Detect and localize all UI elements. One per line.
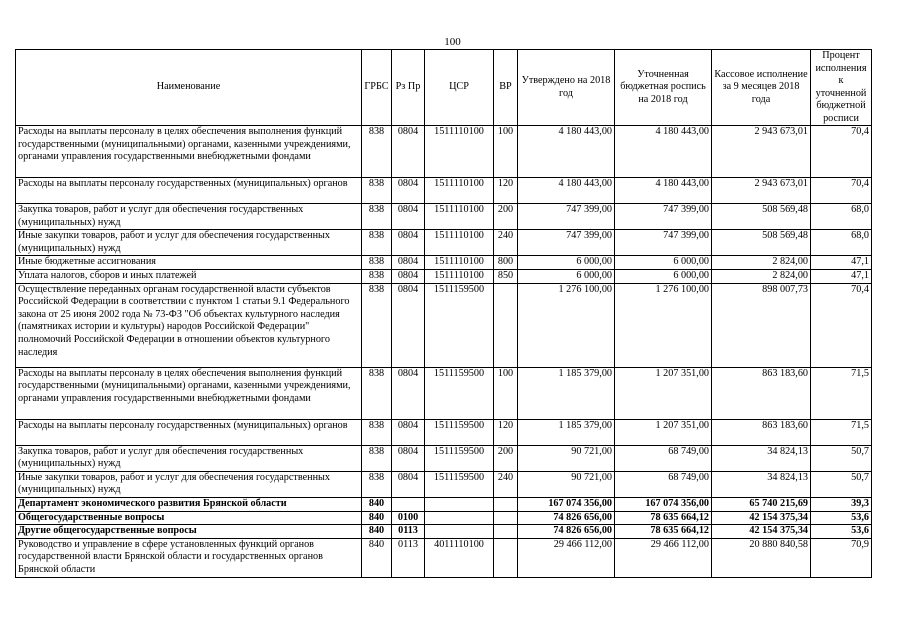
cell-grbs: 838 [362, 178, 392, 204]
cell-rzpr: 0113 [392, 538, 425, 577]
cell-vr: 120 [494, 419, 518, 445]
header-percent: Процент исполнения к уточненной бюджетной росписи [811, 50, 872, 126]
cell-cash: 863 183,60 [712, 367, 811, 419]
header-grbs: ГРБС [362, 50, 392, 126]
cell-percent: 70,4 [811, 178, 872, 204]
cell-vr: 800 [494, 256, 518, 270]
cell-approved: 4 180 443,00 [518, 126, 615, 178]
cell-name: Закупка товаров, работ и услуг для обеспечения государственных (муниципальных) нужд [16, 445, 362, 471]
table-row [16, 204, 872, 230]
cell-cash: 2 943 673,01 [712, 178, 811, 204]
cell-refined: 167 074 356,00 [615, 497, 712, 511]
cell-refined: 6 000,00 [615, 256, 712, 270]
table-row [16, 419, 872, 445]
table-row [16, 283, 872, 367]
cell-rzpr: 0804 [392, 269, 425, 283]
cell-rzpr: 0804 [392, 471, 425, 497]
cell-name: Закупка товаров, работ и услуг для обеспечения государственных (муниципальных) нужд [16, 204, 362, 230]
cell-name: Руководство и управление в сфере установленных функций органов государственной власти Брянской области и государственных органов Брянской области [16, 538, 362, 577]
cell-percent: 39,3 [811, 497, 872, 511]
cell-grbs: 840 [362, 497, 392, 511]
cell-approved: 1 185 379,00 [518, 367, 615, 419]
table-row [16, 538, 872, 577]
table-row [16, 471, 872, 497]
header-name: Наименование [16, 50, 362, 126]
cell-rzpr: 0804 [392, 126, 425, 178]
cell-approved: 6 000,00 [518, 256, 615, 270]
cell-vr [494, 511, 518, 525]
cell-csr: 1511110100 [425, 269, 494, 283]
cell-csr: 4011110100 [425, 538, 494, 577]
cell-refined: 4 180 443,00 [615, 126, 712, 178]
cell-refined: 1 207 351,00 [615, 367, 712, 419]
cell-grbs: 838 [362, 445, 392, 471]
cell-percent: 53,6 [811, 511, 872, 525]
cell-approved: 1 276 100,00 [518, 283, 615, 367]
cell-rzpr: 0804 [392, 256, 425, 270]
cell-vr [494, 525, 518, 539]
cell-rzpr: 0804 [392, 367, 425, 419]
cell-rzpr: 0804 [392, 419, 425, 445]
cell-grbs: 838 [362, 256, 392, 270]
cell-cash: 20 880 840,58 [712, 538, 811, 577]
cell-percent: 70,9 [811, 538, 872, 577]
cell-name: Иные закупки товаров, работ и услуг для обеспечения государственных (муниципальных) нужд [16, 230, 362, 256]
cell-percent: 70,4 [811, 126, 872, 178]
cell-approved: 74 826 656,00 [518, 511, 615, 525]
cell-csr [425, 497, 494, 511]
cell-cash: 2 824,00 [712, 269, 811, 283]
cell-rzpr: 0804 [392, 283, 425, 367]
cell-approved: 6 000,00 [518, 269, 615, 283]
table-row [16, 497, 872, 511]
table-row [16, 269, 872, 283]
cell-cash: 898 007,73 [712, 283, 811, 367]
cell-vr: 850 [494, 269, 518, 283]
header-cash: Кассовое исполнение за 9 месяцев 2018 года [712, 50, 811, 126]
page-number: 100 [444, 36, 461, 48]
header-vr: ВР [494, 50, 518, 126]
cell-cash: 42 154 375,34 [712, 511, 811, 525]
cell-csr: 1511159500 [425, 445, 494, 471]
cell-csr: 1511159500 [425, 471, 494, 497]
cell-vr: 240 [494, 230, 518, 256]
cell-name: Расходы на выплаты персоналу в целях обеспечения выполнения функций государственными (муниципальными) органами, казенными учреждениями, органами управления государственными внебюджетными фондами [16, 126, 362, 178]
cell-percent: 47,1 [811, 269, 872, 283]
table-row [16, 230, 872, 256]
cell-refined: 68 749,00 [615, 445, 712, 471]
cell-csr: 1511159500 [425, 419, 494, 445]
cell-csr: 1511110100 [425, 256, 494, 270]
cell-cash: 42 154 375,34 [712, 525, 811, 539]
cell-approved: 90 721,00 [518, 445, 615, 471]
cell-refined: 68 749,00 [615, 471, 712, 497]
cell-percent: 53,6 [811, 525, 872, 539]
cell-rzpr: 0100 [392, 511, 425, 525]
cell-name: Осуществление переданных органам государственной власти субъектов Российской Федерации в соответствии с пунктом 1 статьи 9.1 Федерального закона от 25 июня 2002 года № 73-ФЗ "Об объектах культурного наследия (памятниках истории и культуры) народов Российской Федерации" полномочий Российской Федерации в отношении объектов культурного наследия [16, 283, 362, 367]
cell-vr [494, 283, 518, 367]
cell-name: Иные закупки товаров, работ и услуг для обеспечения государственных (муниципальных) нужд [16, 471, 362, 497]
cell-name: Департамент экономического развития Брянской области [16, 497, 362, 511]
cell-approved: 747 399,00 [518, 204, 615, 230]
header-refined: Уточненная бюджетная роспись на 2018 год [615, 50, 712, 126]
cell-percent: 50,7 [811, 445, 872, 471]
cell-grbs: 838 [362, 269, 392, 283]
cell-cash: 508 569,48 [712, 204, 811, 230]
cell-cash: 2 824,00 [712, 256, 811, 270]
cell-refined: 29 466 112,00 [615, 538, 712, 577]
cell-name: Уплата налогов, сборов и иных платежей [16, 269, 362, 283]
cell-cash: 863 183,60 [712, 419, 811, 445]
cell-name: Иные бюджетные ассигнования [16, 256, 362, 270]
cell-grbs: 838 [362, 367, 392, 419]
header-row [16, 50, 872, 126]
cell-rzpr: 0804 [392, 230, 425, 256]
cell-vr: 200 [494, 445, 518, 471]
cell-refined: 4 180 443,00 [615, 178, 712, 204]
cell-grbs: 838 [362, 419, 392, 445]
cell-approved: 74 826 656,00 [518, 525, 615, 539]
cell-percent: 71,5 [811, 419, 872, 445]
cell-vr: 120 [494, 178, 518, 204]
cell-cash: 34 824,13 [712, 471, 811, 497]
budget-table [15, 49, 872, 578]
cell-csr [425, 511, 494, 525]
cell-csr: 1511110100 [425, 126, 494, 178]
cell-rzpr: 0804 [392, 445, 425, 471]
cell-name: Расходы на выплаты персоналу в целях обеспечения выполнения функций государственными (муниципальными) органами, казенными учреждениями, органами управления государственными внебюджетными фондами [16, 367, 362, 419]
cell-percent: 68,0 [811, 230, 872, 256]
cell-percent: 68,0 [811, 204, 872, 230]
cell-grbs: 838 [362, 126, 392, 178]
cell-refined: 1 207 351,00 [615, 419, 712, 445]
cell-cash: 34 824,13 [712, 445, 811, 471]
cell-cash: 2 943 673,01 [712, 126, 811, 178]
cell-cash: 65 740 215,69 [712, 497, 811, 511]
cell-approved: 90 721,00 [518, 471, 615, 497]
cell-approved: 4 180 443,00 [518, 178, 615, 204]
cell-cash: 508 569,48 [712, 230, 811, 256]
cell-grbs: 838 [362, 204, 392, 230]
cell-refined: 6 000,00 [615, 269, 712, 283]
cell-csr [425, 525, 494, 539]
cell-refined: 78 635 664,12 [615, 525, 712, 539]
table-row [16, 178, 872, 204]
cell-refined: 78 635 664,12 [615, 511, 712, 525]
header-approved: Утверждено на 2018 год [518, 50, 615, 126]
cell-rzpr: 0113 [392, 525, 425, 539]
cell-vr: 200 [494, 204, 518, 230]
cell-rzpr: 0804 [392, 178, 425, 204]
header-csr: ЦСР [425, 50, 494, 126]
cell-percent: 71,5 [811, 367, 872, 419]
cell-vr [494, 538, 518, 577]
table-row [16, 511, 872, 525]
table-row [16, 256, 872, 270]
table-row [16, 126, 872, 178]
cell-approved: 747 399,00 [518, 230, 615, 256]
table-row [16, 525, 872, 539]
cell-percent: 47,1 [811, 256, 872, 270]
cell-grbs: 840 [362, 538, 392, 577]
cell-refined: 1 276 100,00 [615, 283, 712, 367]
cell-grbs: 838 [362, 471, 392, 497]
cell-grbs: 838 [362, 230, 392, 256]
cell-refined: 747 399,00 [615, 204, 712, 230]
cell-csr: 1511110100 [425, 178, 494, 204]
cell-csr: 1511110100 [425, 204, 494, 230]
table-row [16, 367, 872, 419]
cell-grbs: 840 [362, 511, 392, 525]
cell-percent: 50,7 [811, 471, 872, 497]
cell-csr: 1511159500 [425, 367, 494, 419]
cell-grbs: 838 [362, 283, 392, 367]
cell-name: Общегосударственные вопросы [16, 511, 362, 525]
cell-rzpr [392, 497, 425, 511]
cell-percent: 70,4 [811, 283, 872, 367]
cell-csr: 1511159500 [425, 283, 494, 367]
cell-refined: 747 399,00 [615, 230, 712, 256]
header-rzpr: Рз Пр [392, 50, 425, 126]
cell-vr [494, 497, 518, 511]
cell-vr: 100 [494, 126, 518, 178]
cell-vr: 100 [494, 367, 518, 419]
cell-vr: 240 [494, 471, 518, 497]
cell-csr: 1511110100 [425, 230, 494, 256]
cell-name: Расходы на выплаты персоналу государственных (муниципальных) органов [16, 178, 362, 204]
cell-approved: 1 185 379,00 [518, 419, 615, 445]
cell-approved: 29 466 112,00 [518, 538, 615, 577]
table-row [16, 445, 872, 471]
cell-name: Расходы на выплаты персоналу государственных (муниципальных) органов [16, 419, 362, 445]
cell-name: Другие общегосударственные вопросы [16, 525, 362, 539]
cell-rzpr: 0804 [392, 204, 425, 230]
cell-grbs: 840 [362, 525, 392, 539]
cell-approved: 167 074 356,00 [518, 497, 615, 511]
